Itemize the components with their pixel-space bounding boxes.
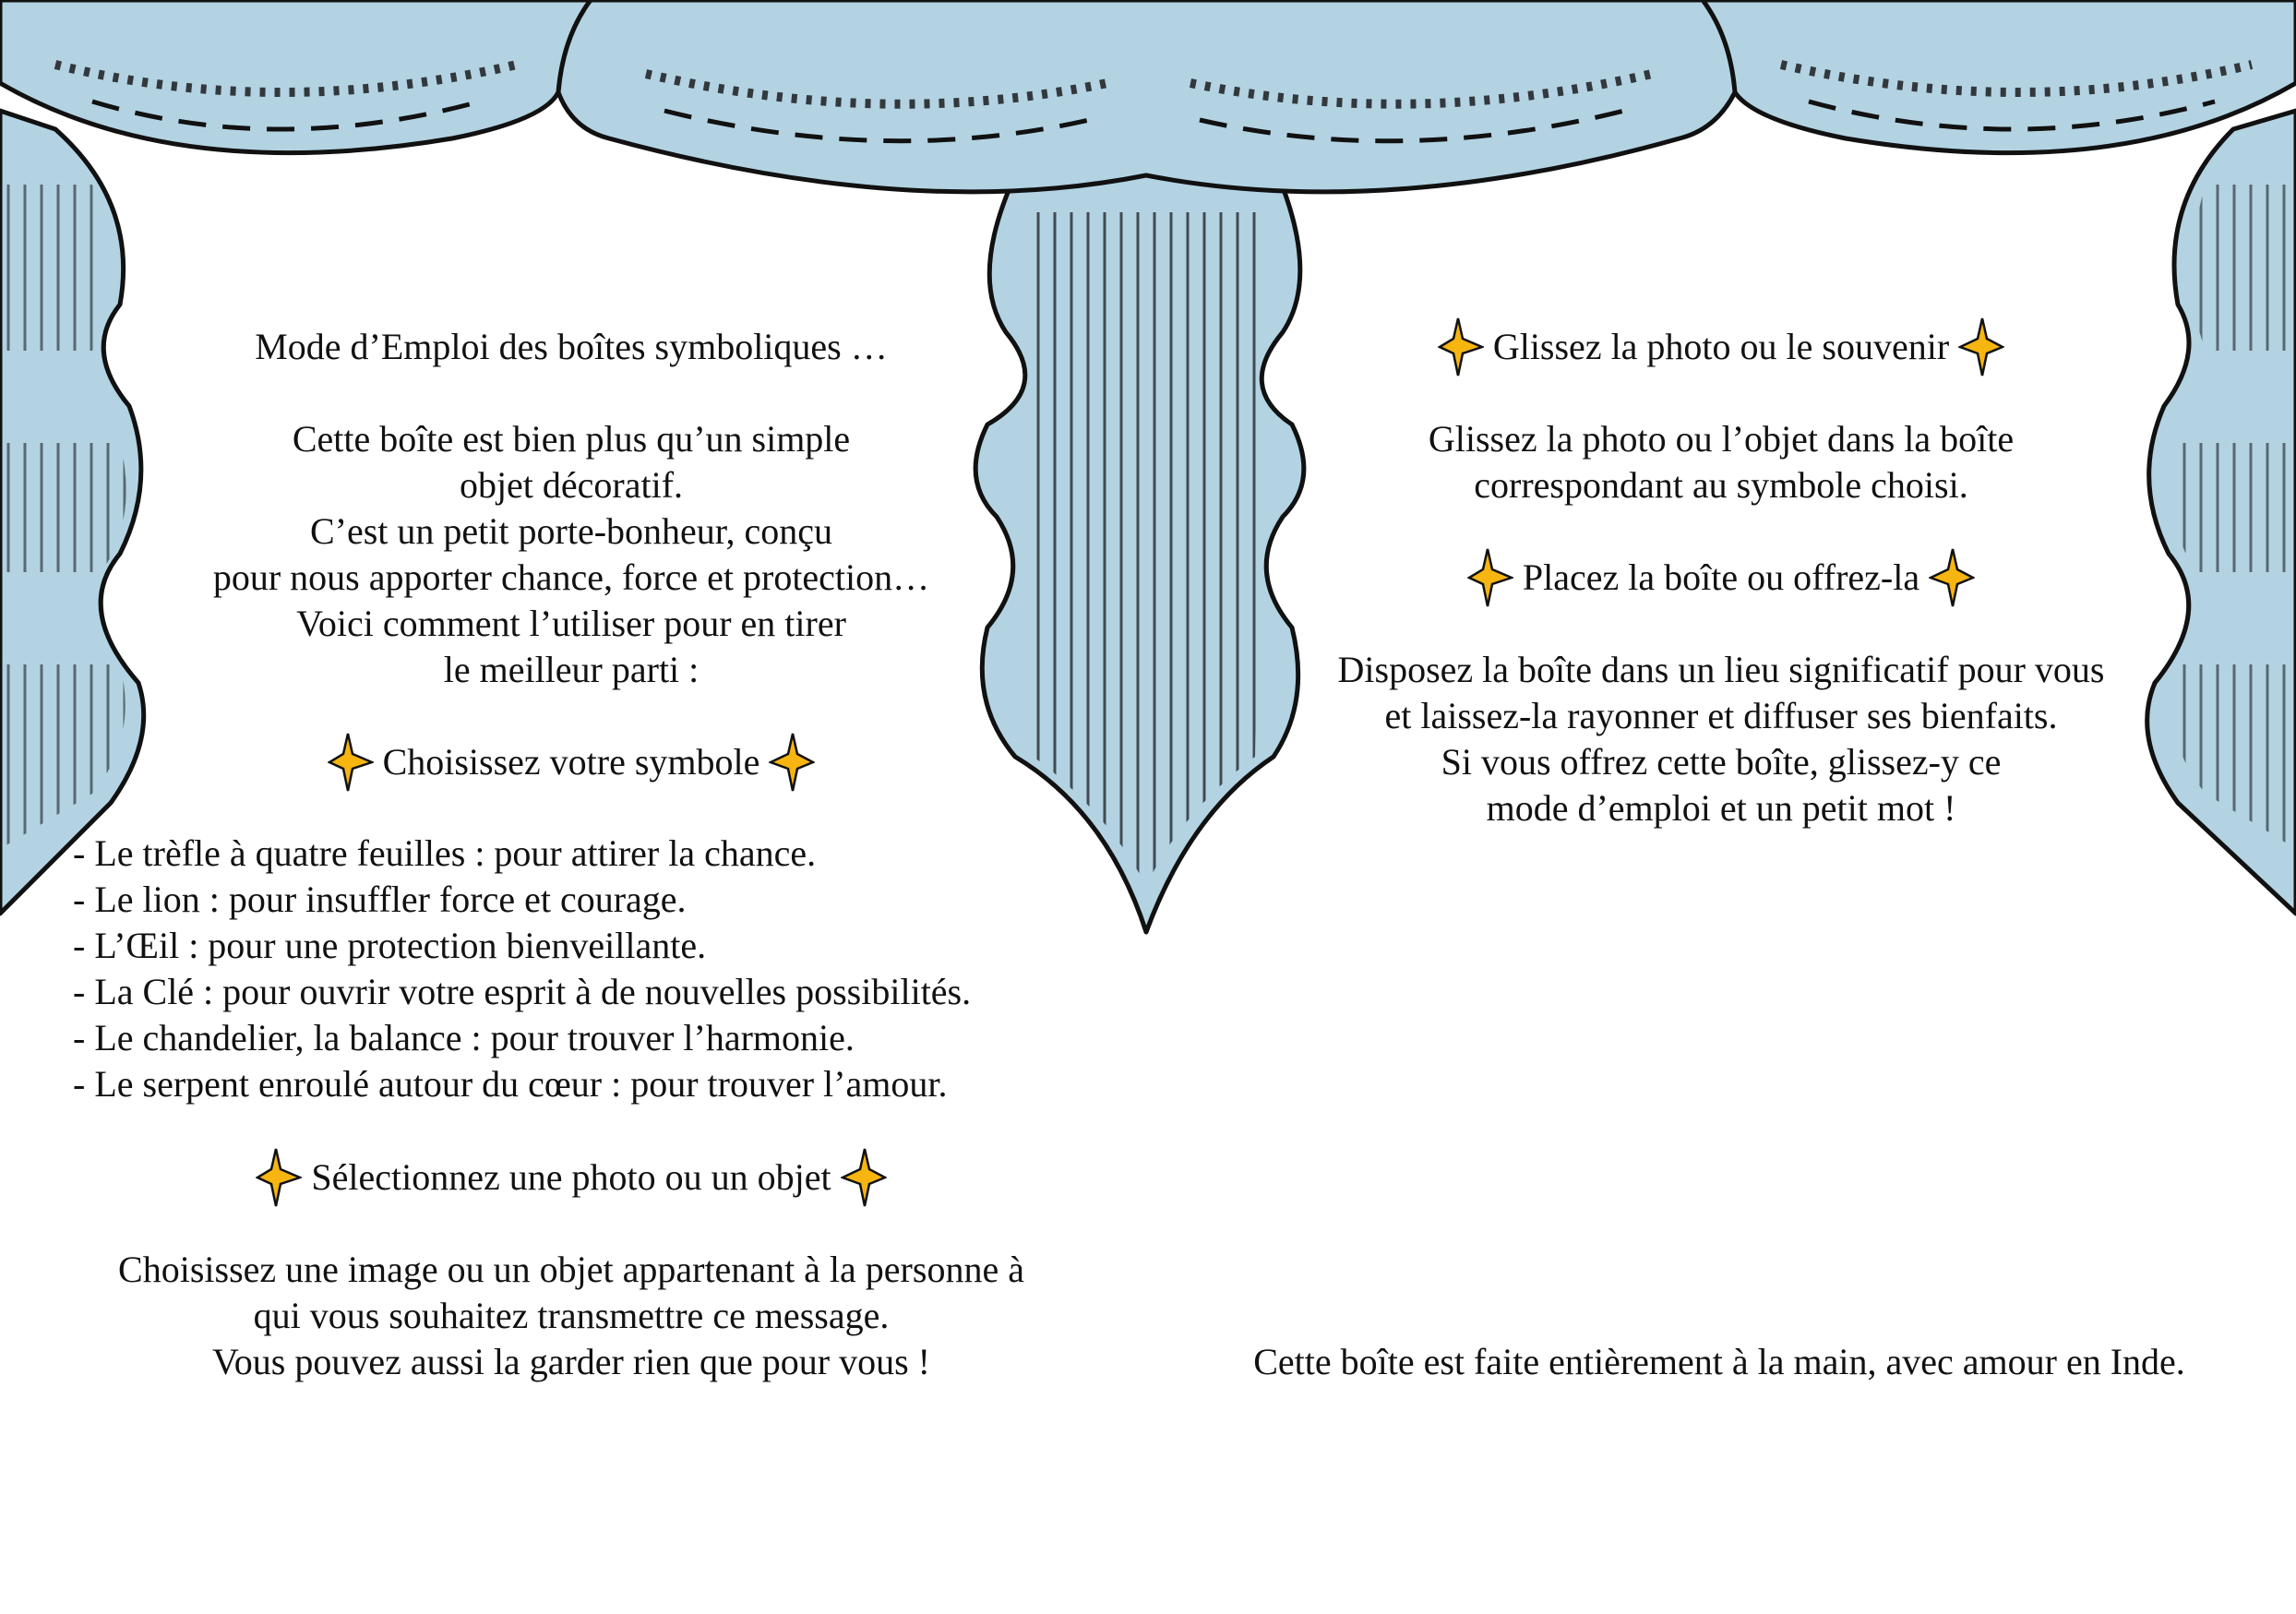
- star-icon: [1438, 317, 1484, 377]
- paragraph-line: et laissez-la rayonner et diffuser ses bienfaits.: [1384, 695, 2058, 736]
- star-icon: [769, 732, 815, 793]
- intro-line: Voici comment l’utiliser pour en tirer: [296, 603, 846, 644]
- list-item: - Le serpent enroulé autour du cœur : pour trouver l’amour.: [73, 1063, 948, 1105]
- symbol-list: [73, 831, 971, 1107]
- star-icon: [328, 732, 374, 793]
- paragraph-line: mode d’emploi et un petit mot !: [1486, 787, 1956, 829]
- heading-text: Sélectionnez une photo ou un objet: [311, 1156, 831, 1198]
- list-item: - Le trèfle à quatre feuilles : pour attirer la chance.: [73, 832, 817, 874]
- star-icon: [1929, 547, 1975, 608]
- list-item: - L’Œil : pour une protection bienveillante.: [73, 925, 707, 966]
- intro-line: objet décoratif.: [459, 464, 684, 506]
- heading-text: Placez la boîte ou offrez-la: [1522, 556, 1920, 598]
- slide-paragraph: [1260, 416, 2182, 508]
- paragraph-line: Si vous offrez cette boîte, glissez-y ce: [1441, 741, 2002, 783]
- star-icon: [1958, 317, 2004, 377]
- star-icon: [841, 1147, 887, 1208]
- paragraph-line: Glissez la photo ou l’objet dans la boîte: [1428, 418, 2015, 460]
- select-paragraph: [18, 1247, 1125, 1385]
- list-item: - La Clé : pour ouvrir votre esprit à de nouvelles possibilités.: [73, 971, 972, 1012]
- intro-paragraph: [110, 416, 1033, 693]
- paragraph-line: correspondant au symbole choisi.: [1474, 464, 1968, 506]
- heading-slide-photo: [1260, 324, 2182, 370]
- paragraph-line: Vous pouvez aussi la garder rien que pour vous !: [212, 1341, 930, 1382]
- intro-line: Cette boîte est bien plus qu’un simple: [292, 418, 851, 460]
- star-icon: [1467, 547, 1513, 608]
- handmade-footer: Cette boîte est faite entièrement à la main, avec amour en Inde.: [1253, 1341, 2185, 1382]
- intro-line: pour nous apporter chance, force et protection…: [212, 556, 930, 598]
- star-icon: [256, 1147, 302, 1208]
- heading-text: Glissez la photo ou le souvenir: [1492, 326, 1950, 367]
- document-title: Mode d’Emploi des boîtes symboliques …: [255, 326, 888, 367]
- heading-place-box: [1260, 555, 2182, 601]
- heading-text: Choisissez votre symbole: [382, 741, 760, 783]
- paragraph-line: qui vous souhaitez transmettre ce message.: [253, 1295, 890, 1336]
- intro-line: C’est un petit porte-bonheur, conçu: [309, 510, 832, 552]
- paragraph-line: Choisissez une image ou un objet appartenant à la personne à: [118, 1249, 1024, 1290]
- valance: [0, 0, 2296, 192]
- heading-select-photo: [110, 1154, 1033, 1201]
- intro-line: le meilleur parti :: [443, 649, 700, 690]
- list-item: - Le lion : pour insuffler force et courage.: [73, 879, 687, 920]
- place-paragraph: [1260, 647, 2182, 831]
- heading-choose-symbol: [110, 739, 1033, 785]
- left-instructions: [110, 324, 1033, 370]
- paragraph-line: Disposez la boîte dans un lieu significatif pour vous: [1337, 649, 2105, 690]
- list-item: - Le chandelier, la balance : pour trouver l’harmonie.: [73, 1017, 855, 1058]
